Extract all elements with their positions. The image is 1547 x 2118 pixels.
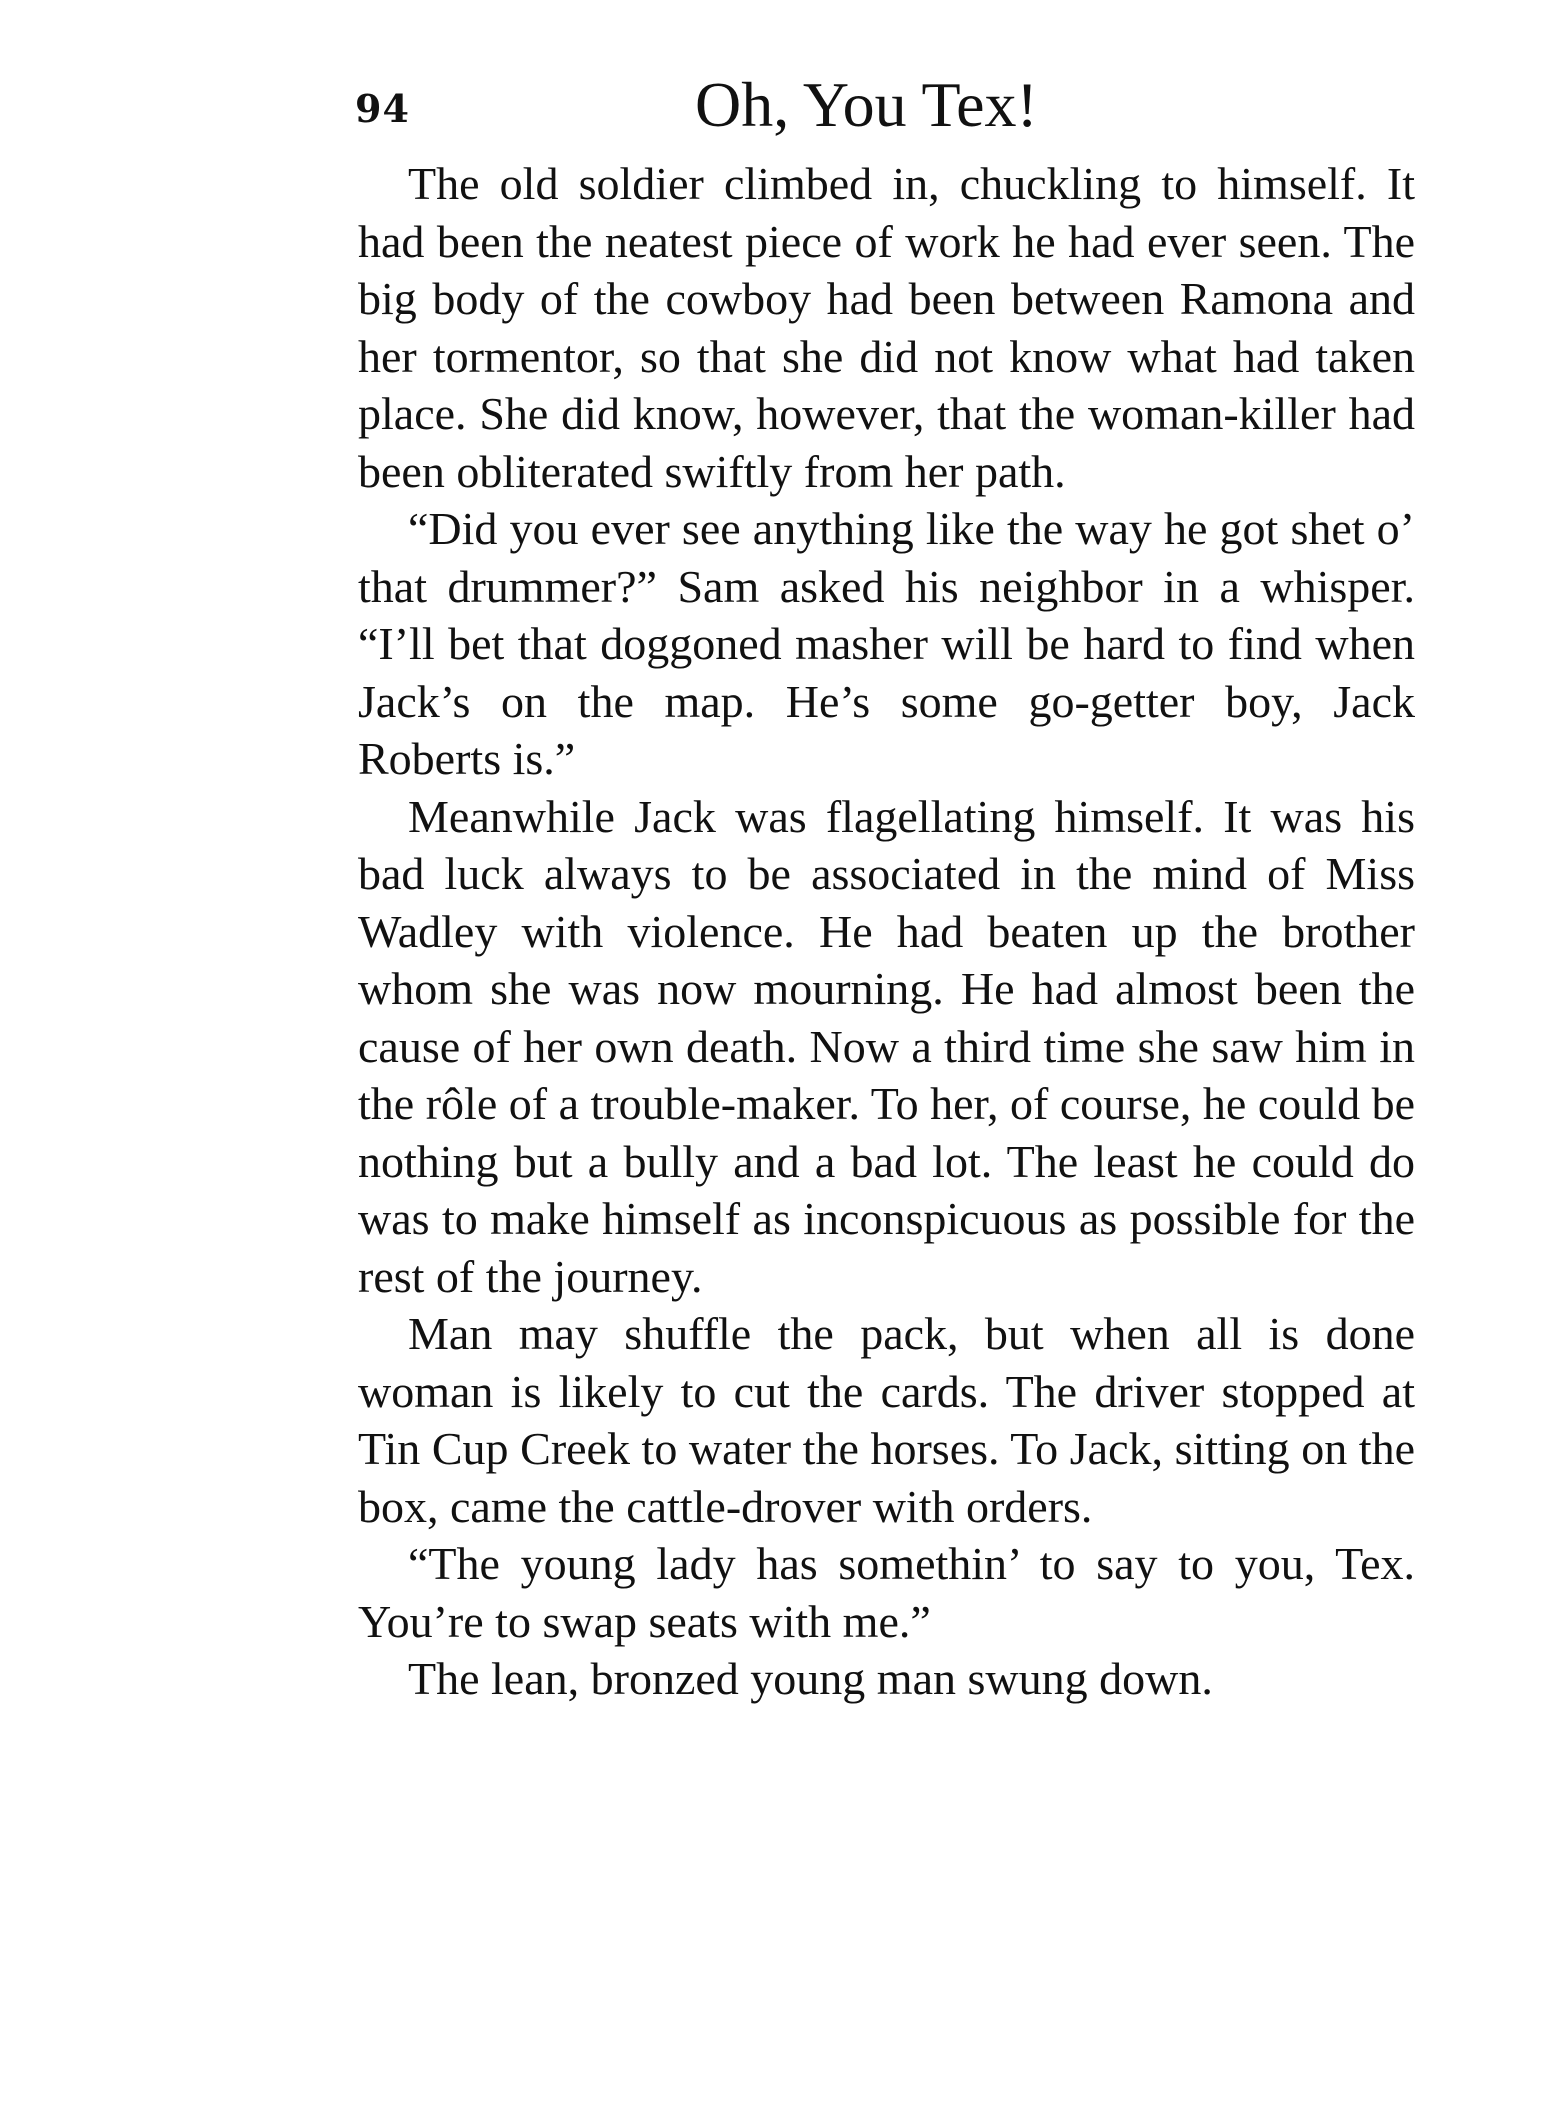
page-header	[355, 68, 1415, 148]
paragraph-1: The old soldier climbed in, chuckling to himself. It had been the neatest piece of work he had ever seen. The big body of the cowboy had been between Ramona and her tormentor, so that she did not know what had taken place. She did know, however, that the woman-killer had been obliterated swiftly from her path.	[358, 158, 1415, 497]
body-text	[358, 155, 1415, 1708]
paragraph-3: Meanwhile Jack was flagellating himself. It was his bad luck always to be associated in the mind of Miss Wadley with violence. He had beaten up the brother whom she was now mourning. He had almost been the cause of her own death. Now a third time she saw him in the rôle of a trouble-maker. To her, of course, he could be nothing but a bully and a bad lot. The least he could do was to make himself as inconspicuous as possible for the rest of the journey.	[358, 790, 1415, 1302]
running-title: Oh, You Tex!	[695, 69, 1038, 140]
page-number: 94	[355, 86, 410, 131]
paragraph-2: “Did you ever see anything like the way he got shet o’ that drummer?” Sam asked his neighbor in a whisper. “I’ll bet that doggoned masher will be hard to find when Jack’s on the map. He’s some go-getter boy, Jack Roberts is.”	[358, 503, 1415, 784]
paragraph-4: Man may shuffle the pack, but when all is done woman is likely to cut the cards. The driver stopped at Tin Cup Creek to water the horses. To Jack, sitting on the box, came the cattle-drover with orders.	[358, 1308, 1415, 1532]
paragraph-5: “The young lady has somethin’ to say to you, Tex. You’re to swap seats with me.”	[358, 1538, 1415, 1647]
paragraph-6: The lean, bronzed young man swung down.	[408, 1653, 1213, 1704]
